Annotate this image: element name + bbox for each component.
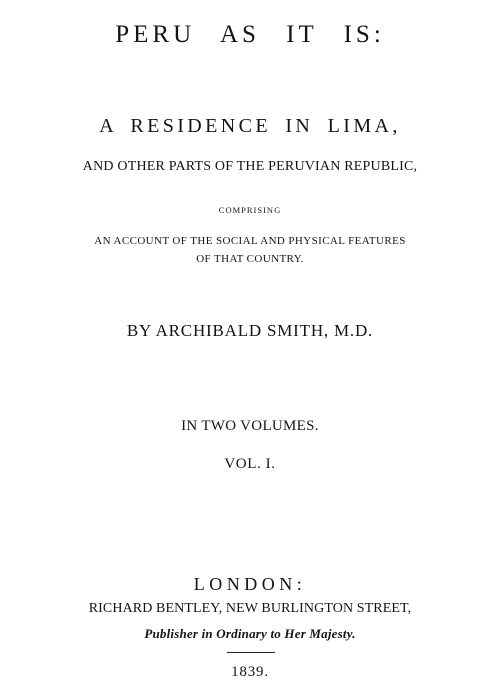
volume-count: IN TWO VOLUMES.: [181, 418, 319, 434]
publisher-title: Publisher in Ordinary to Her Majesty.: [144, 626, 356, 641]
author-line: BY ARCHIBALD SMITH, M.D.: [126, 321, 374, 340]
description-line-1: AN ACCOUNT OF THE SOCIAL AND PHYSICAL FEATURES: [94, 235, 406, 247]
comprising-label: COMPRISING: [218, 205, 282, 215]
publication-year: 1839.: [231, 664, 269, 680]
imprint-place: LONDON:: [193, 574, 307, 594]
publisher-name: RICHARD BENTLEY, NEW BURLINGTON STREET,: [88, 601, 412, 616]
book-subtitle: A RESIDENCE IN LIMA,: [99, 115, 401, 137]
description-line-2: OF THAT COUNTRY.: [196, 253, 304, 265]
divider-rule: [227, 652, 275, 653]
volume-number: VOL. I.: [224, 456, 276, 472]
book-title: PERU AS IT IS:: [115, 21, 385, 48]
subtitle-continuation: AND OTHER PARTS OF THE PERUVIAN REPUBLIC,: [82, 159, 418, 174]
